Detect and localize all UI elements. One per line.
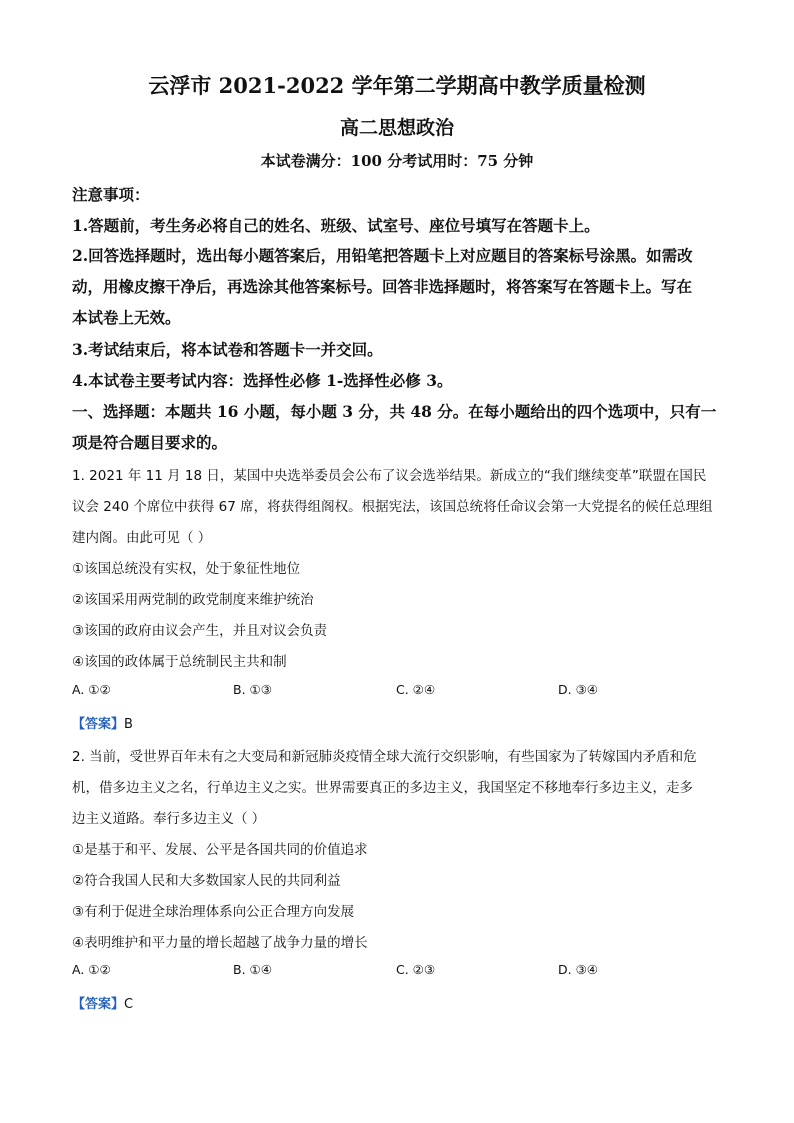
answer-value: C [124,997,134,1012]
question-1-option: ②该国采用两党制的政党制度来维护统治 [72,592,314,608]
question-1-stem: 议会 240 个席位中获得 67 席，将获得组阁权。根据宪法，该国总统将任命议会第一大党提名的候任总理组 [72,499,713,515]
notice-line: 1.答题前，考生务必将自己的姓名、班级、试室号、座位号填写在答题卡上。 [72,216,600,235]
question-1-answer [72,713,133,732]
question-2-option: ③有利于促进全球治理体系向公正合理方向发展 [72,904,355,920]
answer-value: B [124,717,133,732]
notice-line: 本试卷上无效。 [72,308,181,327]
question-1-option: ③该国的政府由议会产生，并且对议会负责 [72,623,328,639]
exam-meta: 本试卷满分：100 分考试用时：75 分钟 [260,152,534,170]
exam-subject: 高二思想政治 [339,117,454,139]
question-1-option: ④该国的政体属于总统制民主共和制 [72,654,287,670]
question-1-option: ①该国总统没有实权，处于象征性地位 [72,561,301,577]
question-2-choice-c: C. ②③ [396,962,436,977]
notice-line: 2.回答选择题时，选出每小题答案后，用铅笔把答题卡上对应题目的答案标号涂黑。如需改 [72,246,693,265]
question-1-stem: 1. 2021 年 11 月 18 日，某国中央选举委员会公布了议会选举结果。新成立的“我们继续变革”联盟在国民 [72,468,707,484]
question-1-choice-a: A. ①② [72,682,111,697]
answer-label: 【答案】 [72,717,125,732]
question-2-choice-a: A. ①② [72,962,111,977]
question-2-option: ④表明维护和平力量的增长超越了战争力量的增长 [72,935,368,951]
question-1-stem: 建内阁。由此可见（ ） [72,530,212,546]
notice-line: 3.考试结束后，将本试卷和答题卡一并交回。 [72,340,383,359]
question-2-option: ②符合我国人民和大多数国家人民的共同利益 [72,873,341,889]
notice-line: 动，用橡皮擦干净后，再选涂其他答案标号。回答非选择题时，将答案写在答题卡上。写在 [72,277,693,296]
question-1-choice-d: D. ③④ [558,682,598,697]
question-2-stem: 机，借多边主义之名，行单边主义之实。世界需要真正的多边主义，我国坚定不移地奉行多边主义，走多 [72,780,693,796]
question-2-stem: 边主义道路。奉行多边主义（ ） [72,811,266,827]
question-2-choice-b: B. ①④ [233,962,272,977]
answer-label: 【答案】 [72,997,125,1012]
section-heading: 项是符合题目要求的。 [72,433,228,452]
notice-line: 4.本试卷主要考试内容：选择性必修 1-选择性必修 3。 [72,371,453,390]
notice-heading: 注意事项： [72,185,150,204]
question-1-choice-c: C. ②④ [396,682,436,697]
question-2-option: ①是基于和平、发展、公平是各国共同的价值追求 [72,842,368,858]
question-2-answer [72,993,133,1012]
section-heading: 一、选择题：本题共 16 小题，每小题 3 分，共 48 分。在每小题给出的四个选项中，只有一 [72,402,717,421]
question-1-choice-b: B. ①③ [233,682,272,697]
exam-title: 云浮市 2021-2022 学年第二学期高中教学质量检测 [148,73,646,98]
question-2-stem: 2. 当前，受世界百年未有之大变局和新冠肺炎疫情全球大流行交织影响，有些国家为了转嫁国内矛盾和危 [72,749,697,765]
question-2-choice-d: D. ③④ [558,962,598,977]
